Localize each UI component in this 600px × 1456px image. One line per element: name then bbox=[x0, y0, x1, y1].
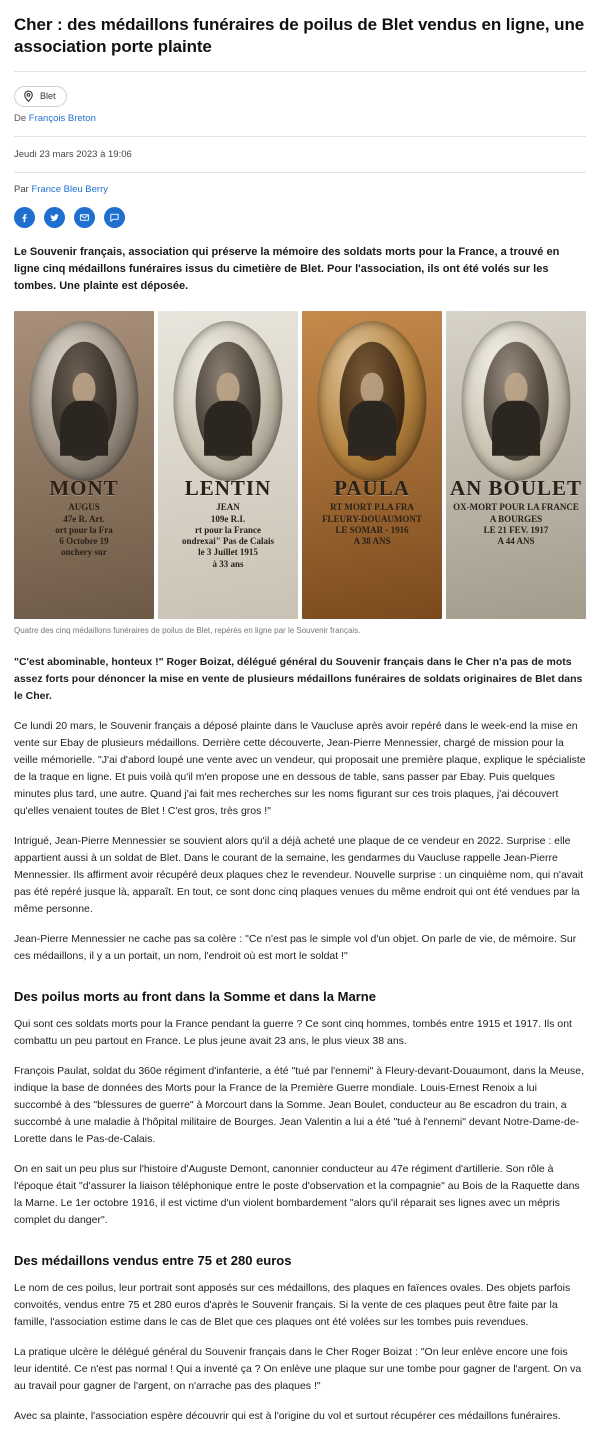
portrait-torso bbox=[348, 401, 395, 456]
medallion-disc bbox=[173, 321, 282, 481]
figure-caption: Quatre des cinq médaillons funéraires de poilus de Blet, repérés en ligne par le Souvenir français. bbox=[14, 626, 361, 636]
plaque-extra-2: JEAN bbox=[216, 502, 240, 513]
publish-date: Jeudi 23 mars 2023 à 19:06 bbox=[14, 148, 132, 160]
medallion-disc bbox=[317, 321, 426, 481]
plaque-inscription-2 bbox=[158, 474, 298, 619]
source-prefix: Par bbox=[14, 183, 29, 195]
location-chip[interactable] bbox=[14, 86, 67, 107]
medallion-disc bbox=[29, 321, 138, 481]
photo-strip bbox=[14, 311, 586, 619]
plaque-line-4-3: LE 21 FEV. 1917 bbox=[483, 524, 549, 535]
paragraph: Jean-Pierre Mennessier ne cache pas sa colère : "Ce n'est pas le simple vol d'un objet. On parle de vie, de mémoire. Sur ces médaillons, il y a un portait, un nom, l'endroit où est mort le soldat !" bbox=[14, 933, 577, 963]
soldier-portrait bbox=[339, 342, 405, 461]
email-share-icon[interactable] bbox=[74, 207, 95, 228]
source-link[interactable]: France Bleu Berry bbox=[31, 183, 108, 195]
portrait-face bbox=[361, 373, 383, 404]
paragraph: Intrigué, Jean-Pierre Mennessier se souvient alors qu'il a déjà acheté une plaque de ce vendeur en 2022. Surprise : elle appartient aussi à un soldat de Blet. Dans le courant de la semaine, les gendarmes du Vaucluse rappelle Jean-Pierre Mennessier. Ils affirment avoir récupéré deux plaques chez le revendeur. Nouvelle surprise : un cinquième nom, qui n'avait pas été repéré jusque là, apparaît. En tout, ce sont donc cinq plaques venues du même endroit qui ont été vendues par la même personne. bbox=[14, 835, 584, 916]
plaque-line-2-4: le 3 Juillet 1915 bbox=[198, 547, 258, 558]
facebook-share-icon[interactable] bbox=[14, 207, 35, 228]
plaque-name-1: MONT bbox=[49, 476, 119, 501]
comment-share-icon[interactable] bbox=[104, 207, 125, 228]
plaque-line-3-4: A 38 ANS bbox=[353, 536, 391, 547]
plaque-name-4: AN BOULET bbox=[449, 476, 583, 501]
map-pin-icon bbox=[22, 90, 35, 103]
medallion-photo-2[interactable] bbox=[158, 311, 298, 619]
soldier-portrait bbox=[195, 342, 261, 461]
soldier-portrait bbox=[51, 342, 117, 461]
portrait-face bbox=[73, 373, 95, 404]
divider-date bbox=[14, 172, 586, 173]
byline-author-link[interactable]: François Breton bbox=[28, 112, 96, 124]
portrait-face bbox=[505, 373, 527, 404]
plaque-inscription-3 bbox=[302, 474, 442, 619]
section-heading-prix: Des médaillons vendus entre 75 et 280 euros bbox=[14, 1253, 292, 1269]
article-standfirst: Le Souvenir français, association qui préserve la mémoire des soldats morts pour la France, a trouvé en ligne cinq médaillons funéraires issus du cimetière de Blet. Pour l'association, ils ont été volés sur les tombes. Une plainte est déposée. bbox=[14, 245, 560, 292]
page-title: Cher : des médaillons funéraires de poilus de Blet vendus en ligne, une association porte plainte bbox=[14, 15, 585, 57]
plaque-line-4-2: A BOURGES bbox=[489, 513, 543, 524]
plaque-line-3-3: LE SOMAR - 1916 bbox=[335, 524, 409, 535]
plaque-line-2-5: à 33 ans bbox=[212, 558, 244, 569]
plaque-line-3-1: RT MORT P.LA FRA bbox=[330, 502, 414, 513]
medallion-photo-3[interactable] bbox=[302, 311, 442, 619]
portrait-torso bbox=[204, 401, 251, 456]
twitter-share-icon[interactable] bbox=[44, 207, 65, 228]
medallion-photo-1[interactable] bbox=[14, 311, 154, 619]
medallion-photo-4[interactable] bbox=[446, 311, 586, 619]
portrait-face bbox=[217, 373, 239, 404]
plaque-name-3: PAULA bbox=[334, 476, 410, 501]
byline bbox=[14, 113, 586, 124]
plaque-line-1-2: ort pour la Fra bbox=[55, 524, 113, 535]
soldier-portrait bbox=[483, 342, 549, 461]
divider-top bbox=[14, 71, 586, 72]
plaque-line-1-4: onchery sur bbox=[61, 547, 107, 558]
plaque-name-2: LENTIN bbox=[184, 476, 272, 501]
article-body bbox=[14, 654, 586, 1425]
location-chip-label: Blet bbox=[40, 91, 56, 102]
paragraph: Avec sa plainte, l'association espère découvrir qui est à l'origine du vol et surtout récupérer ces médaillons funéraires. bbox=[14, 1410, 561, 1423]
plaque-line-2-1: 109e R.I. bbox=[210, 513, 246, 524]
plaque-line-1-1: 47e R. Art. bbox=[63, 513, 105, 524]
plaque-line-4-1: OX-MORT POUR LA FRANCE bbox=[453, 502, 579, 513]
location-row bbox=[14, 86, 586, 107]
article-figure bbox=[14, 311, 586, 636]
source-line bbox=[14, 184, 586, 195]
paragraph: Le nom de ces poilus, leur portrait sont apposés sur ces médaillons, des plaques en faïences ovales. Des objets parfois convoités, vendus entre 75 et 280 euros d'après le Souvenir français. Si la vente de ces plaques peut être faite par la famille, l'association estime dans le cas de Blet que ces plaques ont été volées sur les tombes puis revendues. bbox=[14, 1282, 571, 1329]
section-heading-somme-marne: Des poilus morts au front dans la Somme et dans la Marne bbox=[14, 989, 376, 1005]
plaque-line-4-4: A 44 ANS bbox=[497, 536, 535, 547]
medallion-disc bbox=[461, 321, 570, 481]
plaque-inscription-1 bbox=[14, 474, 154, 619]
paragraph: La pratique ulcère le délégué général du Souvenir français dans le Cher Roger Boizat : "On leur enlève encore une fois leur identité. Ce n'est pas normal ! Qui a inventé ça ? On enlève une plaque sur une tombe pour gagner de l'argent. On va au travail pour gagner de l'argent, on n'arrache pas des plaques !" bbox=[14, 1346, 582, 1393]
byline-prefix: De bbox=[14, 112, 27, 124]
portrait-torso bbox=[492, 401, 539, 456]
plaque-line-1-3: 6 Octobre 19 bbox=[59, 536, 109, 547]
paragraph: Qui sont ces soldats morts pour la France pendant la guerre ? Ce sont cinq hommes, tombés entre 1915 et 1917. Ils ont combattu un peu partout en France. Le plus jeune avait 23 ans, le plus vieux 38 ans. bbox=[14, 1018, 572, 1048]
paragraph: On en sait un peu plus sur l'histoire d'Auguste Demont, canonnier conducteur au 47e régiment d'artillerie. Son rôle à l'époque était "d'assurer la liaison téléphonique entre le poste d'observation et la compagnie" au Bois de la Raquette dans la Marne. Le 1er octobre 1916, il est victime d'un violent bombardement "alors qu'il réparait ses lignes avec un mépris complet du danger". bbox=[14, 1163, 580, 1227]
plaque-line-2-2: rt pour la France bbox=[194, 524, 262, 535]
paragraph: "C'est abominable, honteux !" Roger Boizat, délégué général du Souvenir français dans le Cher n'a pas de mots assez forts pour dénoncer la mise en vente de plusieurs médaillons funéraires de soldats originaires de Blet dans le Cher. bbox=[14, 656, 583, 703]
plaque-inscription-4 bbox=[446, 474, 586, 619]
paragraph: François Paulat, soldat du 360e régiment d'infanterie, a été "tué par l'ennemi" à Fleury-devant-Douaumont, dans la Meuse, indique la base de données des Morts pour la France de la Première Guerre mondiale. Louis-Ernest Renoix a lui succombé à des "blessures de guerre" à Morcourt dans la Somme. Jean Boulet, conducteur au 8e escadron du train, a succombé à une maladie à l'hôpital militaire de Bourges. Jean Valentin a lui a été "tué à l'ennemi" devant Notre-Dame-de-Lorette dans le Pas-de-Calais. bbox=[14, 1065, 585, 1146]
divider-byline bbox=[14, 136, 586, 137]
plaque-extra-1: AUGUS bbox=[68, 502, 100, 513]
plaque-line-3-2: FLEURY-DOUAUMONT bbox=[322, 513, 422, 524]
plaque-line-2-3: ondrexai" Pas de Calais bbox=[181, 536, 275, 547]
share-row bbox=[14, 207, 586, 228]
paragraph: Ce lundi 20 mars, le Souvenir français a déposé plainte dans le Vaucluse après avoir repéré dans le week-end la mise en vente sur Ebay de plusieurs médaillons. Derrière cette découverte, Jean-Pierre Mennessier, chargé de mission pour la veille mémorielle. "J'ai d'abord loupé une vente avec un vendeur, qui proposait une première plaque, explique le spécialiste de la traque en ligne. Et puis voilà qu'il m'en propose une en dessous de table, sans passer par Ebay. Puis quelques minutes plus tard, une autre. Quand j'ai fait mes recherches sur les noms figurant sur ces trois plaques, j'ai découvert qu'elles venaient toutes de Blet ! C'est gros, très gros !" bbox=[14, 720, 586, 818]
portrait-torso bbox=[60, 401, 107, 456]
